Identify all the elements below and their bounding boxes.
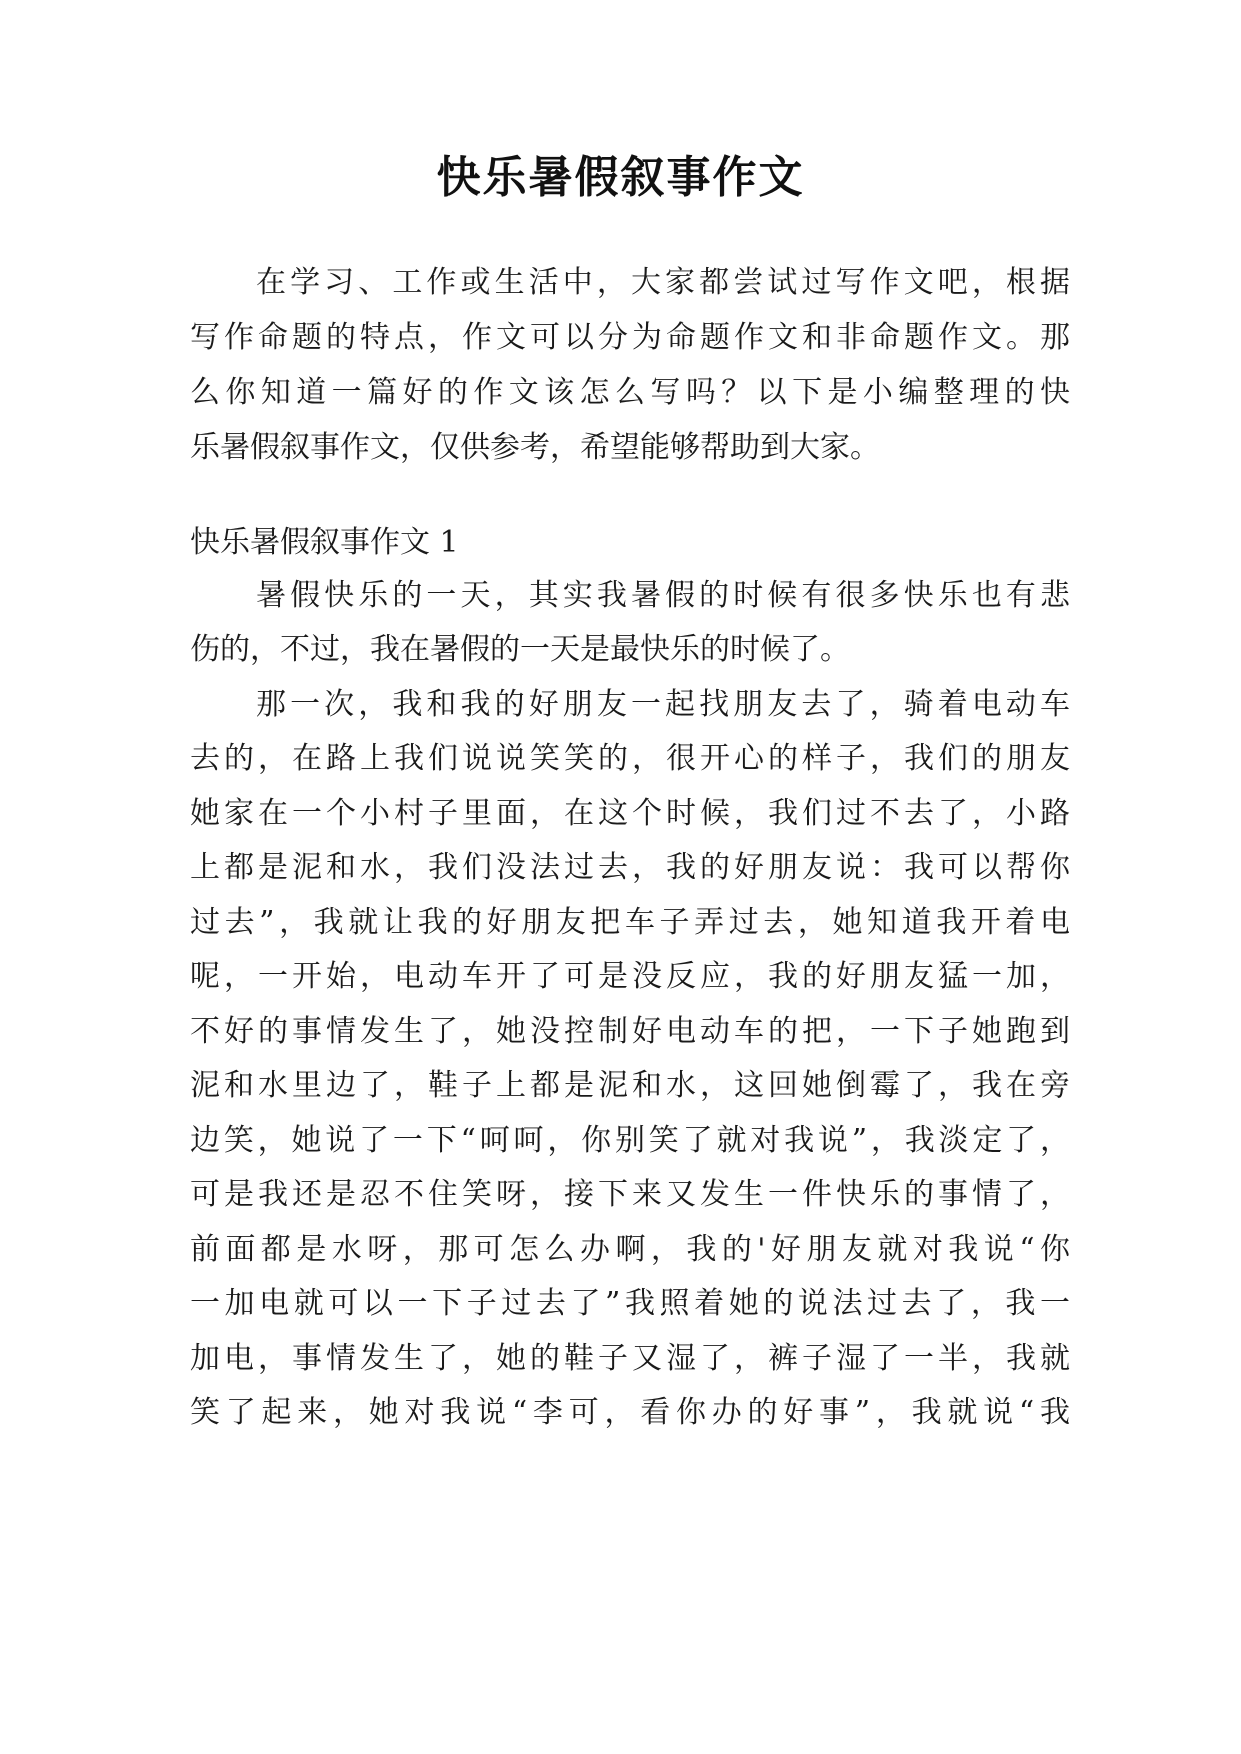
paragraph-line: 泥和水里边了，鞋子上都是泥和水，这回她倒霉了，我在旁 <box>190 1068 1070 1103</box>
paragraph-line: 可是我还是忍不住笑呀，接下来又发生一件快乐的事情了， <box>190 1177 1070 1212</box>
paragraph-line: 边笑，她说了一下“呵呵，你别笑了就对我说”，我淡定了， <box>190 1123 1070 1158</box>
paragraph-line: 上都是泥和水，我们没法过去，我的好朋友说：我可以帮你 <box>190 850 1070 885</box>
intro-line: 在学习、工作或生活中，大家都尝试过写作文吧，根据 <box>256 265 1070 300</box>
paragraph-line: 加电，事情发生了，她的鞋子又湿了，裤子湿了一半，我就 <box>190 1341 1070 1376</box>
document-title: 快乐暑假叙事作文 <box>436 152 805 203</box>
paragraph-line: 前面都是水呀，那可怎么办啊，我的'好朋友就对我说“你 <box>190 1232 1070 1267</box>
paragraph-line: 暑假快乐的一天，其实我暑假的时候有很多快乐也有悲 <box>256 578 1070 613</box>
paragraph-line: 那一次，我和我的好朋友一起找朋友去了，骑着电动车 <box>256 687 1070 722</box>
paragraph-line: 一加电就可以一下子过去了”我照着她的说法过去了，我一 <box>190 1286 1070 1321</box>
paragraph-line: 过去”，我就让我的好朋友把车子弄过去，她知道我开着电 <box>190 905 1070 940</box>
paragraph-line: 不好的事情发生了，她没控制好电动车的把，一下子她跑到 <box>190 1014 1070 1049</box>
intro-line: 么你知道一篇好的作文该怎么写吗？以下是小编整理的快 <box>190 375 1070 410</box>
paragraph-line: 去的，在路上我们说说笑笑的，很开心的样子，我们的朋友 <box>190 741 1070 776</box>
intro-line: 写作命题的特点，作文可以分为命题作文和非命题作文。那 <box>190 320 1070 355</box>
paragraph-line: 呢，一开始，电动车开了可是没反应，我的好朋友猛一加， <box>190 959 1070 994</box>
intro-line: 乐暑假叙事作文，仅供参考，希望能够帮助到大家。 <box>190 430 880 465</box>
paragraph-line: 伤的，不过，我在暑假的一天是最快乐的时候了。 <box>190 632 850 667</box>
paragraph-line: 笑了起来，她对我说“李可，看你办的好事”，我就说“我 <box>190 1395 1070 1430</box>
paragraph-line: 她家在一个小村子里面，在这个时候，我们过不去了，小路 <box>190 796 1070 831</box>
section-heading: 快乐暑假叙事作文 1 <box>190 525 459 560</box>
